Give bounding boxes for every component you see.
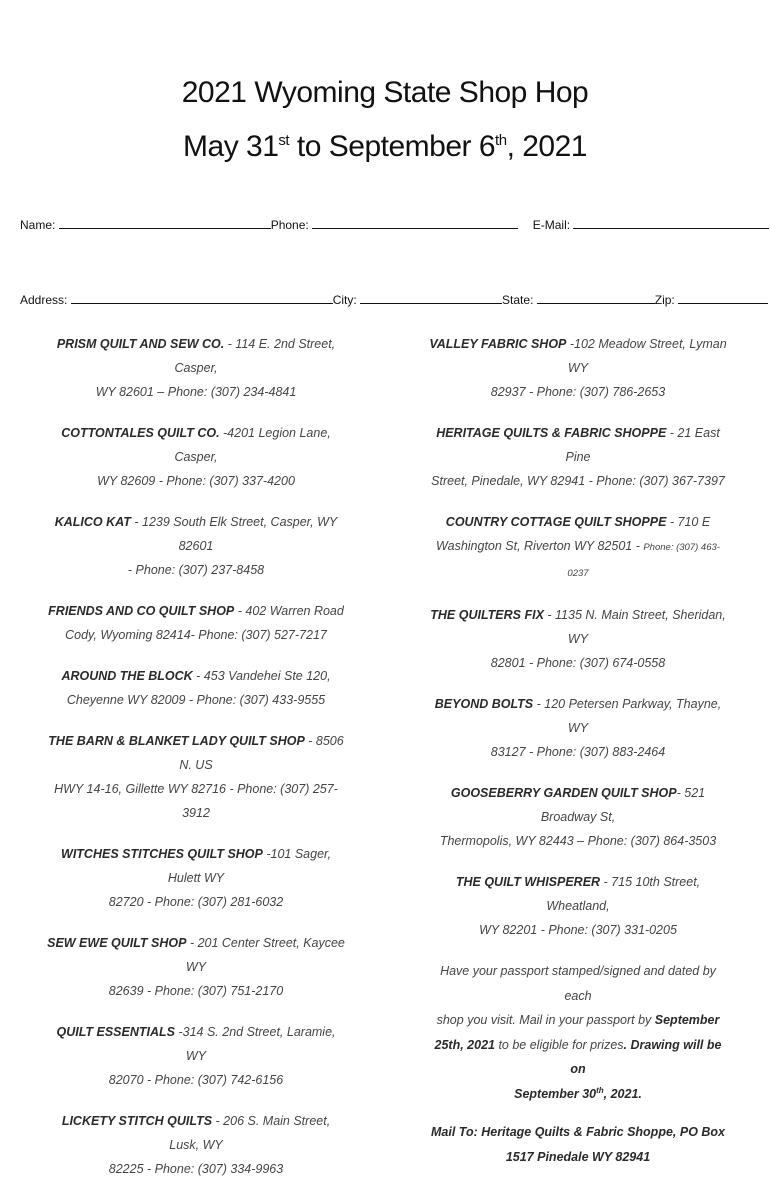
state-label: State: (502, 293, 534, 307)
shop-entry (46, 729, 346, 825)
shop-entry (426, 603, 730, 675)
shop-address-phone: WY 82601 – Phone: (307) 234-4841 (95, 385, 297, 399)
shop-list-left (46, 332, 346, 1181)
zip-field[interactable] (678, 293, 768, 304)
shop-list-right (426, 332, 730, 1169)
shop-name: AROUND THE BLOCK (61, 669, 193, 683)
shop-entry (46, 1109, 346, 1181)
shop-address-phone: 83127 - Phone: (307) 883-2464 (490, 745, 666, 759)
shop-address-phone: 82070 - Phone: (307) 742-6156 (108, 1073, 284, 1087)
name-field[interactable] (59, 218, 271, 229)
shop-name: HERITAGE QUILTS & FABRIC SHOPPE (436, 426, 667, 440)
shop-address: - 21 East Pine (565, 426, 720, 464)
shop-name: THE QUILTERS FIX (430, 608, 544, 622)
mail-to-line: Mail To: Heritage Quilts & Fabric Shoppe, PO Box (430, 1125, 726, 1139)
shop-name: QUILT ESSENTIALS (56, 1025, 175, 1039)
shop-address-phone: 82639 - Phone: (307) 751-2170 (108, 984, 284, 998)
deadline-month: September (654, 1013, 720, 1027)
deadline-date: 25th, 2021 (434, 1037, 495, 1052)
shop-address-phone: WY 82609 - Phone: (307) 337-4200 (97, 474, 295, 488)
shop-entry (426, 870, 730, 942)
shop-entry (46, 421, 346, 493)
shop-name: LICKETY STITCH QUILTS (61, 1114, 213, 1128)
shop-address: - 1135 N. Main Street, Sheridan, WY (543, 608, 726, 646)
shop-address: -102 Meadow Street, Lyman WY (566, 337, 727, 375)
shop-address: - 120 Petersen Parkway, Thayne, WY (533, 697, 722, 735)
note-line: to be eligible for prizes (494, 1037, 624, 1052)
city-label: City: (332, 293, 357, 307)
shop-entry (46, 664, 346, 712)
page-subtitle-dates (0, 130, 770, 164)
mail-to-line: 1517 Pinedale WY 82941 (505, 1149, 651, 1164)
drawing-date-suffix: th (596, 1085, 604, 1095)
drawing-year: , 2021. (603, 1086, 642, 1101)
shop-name: PRISM QUILT AND SEW CO. (56, 337, 225, 351)
shop-address: - 710 E (666, 515, 711, 529)
title-line-1: 2021 Wyoming State Shop Hop (181, 76, 589, 109)
shop-name: COUNTRY COTTAGE QUILT SHOPPE (445, 515, 667, 529)
shop-name: COTTONTALES QUILT CO. (61, 426, 220, 440)
shop-entry (46, 510, 346, 582)
passport-instructions (426, 959, 730, 1106)
date-start-suffix: st (278, 132, 290, 149)
shop-name: VALLEY FABRIC SHOP (429, 337, 567, 351)
state-field[interactable] (537, 293, 655, 304)
shop-name: BEYOND BOLTS (434, 697, 534, 711)
shop-address: - 8506 N. US (179, 734, 344, 772)
shop-entry (46, 931, 346, 1003)
shop-address-phone: 82720 - Phone: (307) 281-6032 (108, 895, 284, 909)
address-field[interactable] (71, 293, 333, 304)
date-end: to September 6 (289, 130, 496, 163)
shop-address-phone: Cody, Wyoming 82414- Phone: (307) 527-7217 (65, 628, 327, 642)
shop-name: THE BARN & BLANKET LADY QUILT SHOP (48, 734, 305, 748)
shop-name: GOOSEBERRY GARDEN QUILT SHOP (450, 786, 677, 800)
page-title (0, 76, 770, 110)
shop-entry (46, 1020, 346, 1092)
shop-entry (426, 421, 730, 493)
shop-address: - 114 E. 2nd Street, Casper, (174, 337, 336, 375)
shop-address: - 453 Vandehei Ste 120, (192, 669, 331, 683)
shop-address-phone: 82225 - Phone: (307) 334-9963 (108, 1162, 284, 1176)
shop-address-phone: HWY 14-16, Gillette WY 82716 - Phone: (307) 257-3912 (54, 782, 338, 820)
address-form-row (20, 293, 750, 307)
phone-label: Phone: (270, 218, 309, 232)
shop-address-phone: - Phone: (307) 237-8458 (127, 563, 265, 577)
shop-entry (46, 599, 346, 647)
date-year: , 2021 (506, 130, 587, 163)
shop-entry (426, 510, 730, 586)
note-line: shop you visit. Mail in your passport by (436, 1013, 655, 1027)
shop-entry (426, 332, 730, 404)
email-field[interactable] (573, 218, 769, 229)
address-label: Address: (20, 293, 68, 307)
shop-name: SEW EWE QUILT SHOP (47, 936, 187, 950)
shop-address-phone: Street, Pinedale, WY 82941 - Phone: (307) 367-7397 (431, 474, 725, 488)
mail-to-address (426, 1120, 730, 1169)
shop-address: - 206 S. Main Street, Lusk, WY (169, 1114, 331, 1152)
shop-name: THE QUILT WHISPERER (455, 875, 601, 889)
shop-address-phone: WY 82201 - Phone: (307) 331-0205 (479, 923, 677, 937)
shop-address: -4201 Legion Lane, Casper, (174, 426, 331, 464)
shop-entry (46, 332, 346, 404)
shop-address: - 402 Warren Road (234, 604, 344, 618)
shop-address-phone: Cheyenne WY 82009 - Phone: (307) 433-9555 (66, 693, 326, 707)
shop-address-phone: Thermopolis, WY 82443 – Phone: (307) 864-3503 (439, 834, 717, 848)
shop-address: -101 Sager, Hulett WY (167, 847, 331, 885)
shop-address: - 201 Center Street, Kaycee WY (185, 936, 345, 974)
email-label: E-Mail: (532, 218, 571, 232)
shop-address-phone: 82801 - Phone: (307) 674-0558 (490, 656, 666, 670)
name-label: Name: (20, 218, 56, 232)
shop-address: -314 S. 2nd Street, Laramie, WY (175, 1025, 336, 1063)
shop-name: KALICO KAT (54, 515, 131, 529)
shop-address: - 715 10th Street, Wheatland, (546, 875, 701, 913)
shop-address-phone: 82937 - Phone: (307) 786-2653 (490, 385, 666, 399)
shop-entry (426, 692, 730, 764)
drawing-note: . Drawing will be on (570, 1037, 722, 1076)
city-field[interactable] (360, 293, 502, 304)
note-line: Have your passport stamped/signed and dated by each (440, 964, 716, 1003)
shop-address: - 521 Broadway St, (540, 786, 706, 824)
date-end-suffix: th (495, 132, 507, 149)
phone-field[interactable] (312, 218, 518, 229)
shop-entry (46, 842, 346, 914)
shop-phone: Phone: (307) 463-0237 (567, 542, 720, 579)
shop-entry (426, 781, 730, 853)
drawing-date: September 30 (514, 1086, 597, 1101)
shop-name: WITCHES STITCHES QUILT SHOP (61, 847, 263, 861)
date-start: May 31 (183, 130, 279, 163)
shop-name: FRIENDS AND CO QUILT SHOP (48, 604, 235, 618)
contact-form-row (20, 218, 750, 232)
zip-label: Zip: (654, 293, 675, 307)
shop-address: Washington St, Riverton WY 82501 - (436, 539, 644, 553)
shop-address: - 1239 South Elk Street, Casper, WY 82601 (130, 515, 338, 553)
